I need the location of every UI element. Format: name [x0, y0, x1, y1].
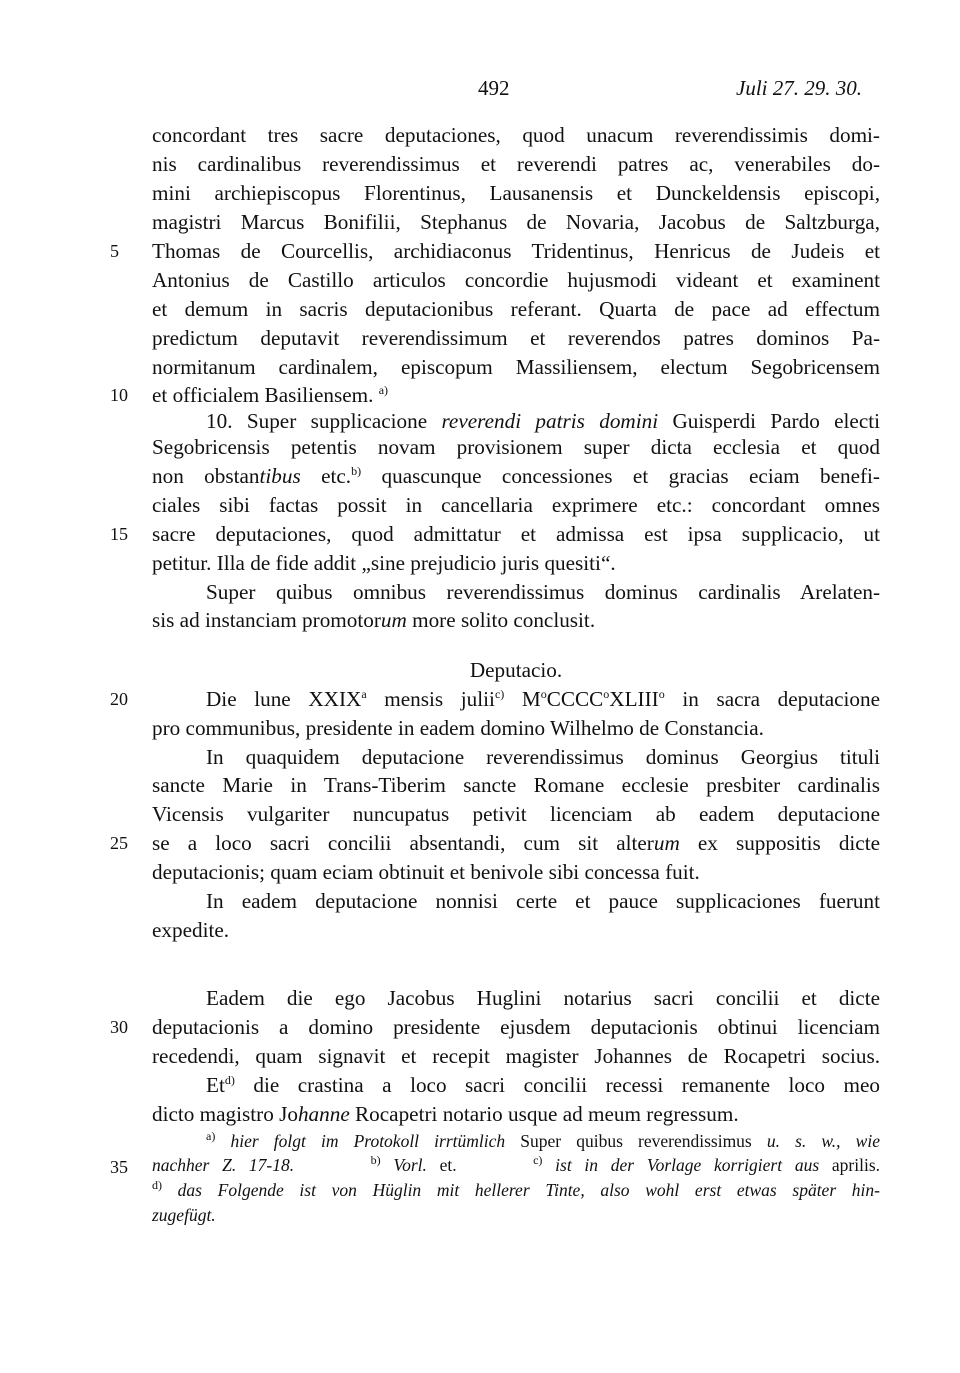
footnote-marker: b) — [370, 1153, 381, 1168]
section-heading: Deputacio. — [469, 658, 563, 682]
text-run: die crastina a loco sacri concilii recessi remanente loco meo — [234, 1073, 880, 1097]
footnote-ref-c: c) — [494, 686, 505, 701]
text-line: nis cardinalibus reverendissimus et reverendi patres ac, venerabiles do- — [152, 152, 880, 176]
text-run: mensis julii — [366, 687, 495, 711]
text-run: CCCC — [546, 687, 604, 711]
line-number-15: 15 — [110, 524, 128, 544]
text-line: deputacionis; quam eciam obtinuit et benivole sibi concessa fuit. — [152, 860, 700, 884]
italic-run: ist in der Vorlage korrigiert aus — [542, 1155, 820, 1175]
italic-run: Vorl. — [380, 1155, 427, 1175]
superscript: a — [361, 686, 367, 701]
text-line: In eadem deputacione nonnisi certe et pauce supplicaciones fuerunt — [206, 889, 880, 913]
italic-run: hanne — [297, 1102, 350, 1126]
line-number-25: 25 — [110, 833, 128, 853]
italic-run: hier folgt im Protokoll irrtümlich — [215, 1131, 506, 1151]
text-run: sis ad instanciam promotor — [152, 608, 381, 632]
superscript: o — [540, 686, 547, 701]
text-line: magistri Marcus Bonifilii, Stephanus de Novaria, Jacobus de Saltzburga, — [152, 210, 880, 234]
line-number-35: 35 — [110, 1157, 128, 1177]
text-run: more solito conclusit. — [406, 608, 596, 632]
superscript: o — [603, 686, 610, 701]
italic-run: reverendi patris domini — [441, 409, 659, 433]
text-line: Antonius de Castillo articulos concordie hujusmodi videant et examinent — [152, 268, 880, 292]
text-line: concordant tres sacre deputaciones, quod unacum reverendissimis domi- — [152, 123, 880, 147]
footnote-marker: a) — [206, 1129, 216, 1144]
text-line — [206, 1070, 880, 1100]
footnote-d-cont — [152, 1202, 880, 1228]
text-run: aprilis. — [819, 1155, 880, 1175]
text-line — [152, 828, 880, 858]
text-line: sacre deputaciones, quod admittatur et admissa est ipsa supplicacio, ut — [152, 522, 880, 546]
text-line: Vicensis vulgariter nuncupatus petivit licenciam ab eadem deputacione — [152, 802, 880, 826]
text-run: et. — [426, 1155, 457, 1175]
text-run: 10. Super supplicacione — [206, 409, 442, 433]
footnote-d — [152, 1177, 880, 1203]
text-line: ciales sibi factas possit in cancellaria exprimere etc.: concordant omnes — [152, 493, 880, 517]
italic-run: um — [380, 608, 407, 632]
line-number-20: 20 — [110, 689, 128, 709]
footnote-ref-a: a) — [378, 382, 389, 397]
italic-run: das Folgende ist von Hüglin mit hellerer Tinte, also wohl erst etwas später hin- — [162, 1180, 880, 1200]
footnote-marker: c) — [533, 1153, 543, 1168]
text-run: quascunque concessiones et gracias eciam benefi- — [361, 464, 880, 488]
text-run: Super quibus reverendissimus — [505, 1131, 767, 1151]
line-number-10: 10 — [110, 385, 128, 405]
text-line: Segobricensis petentis novam provisionem super dicta ecclesia et quod — [152, 435, 880, 459]
line-number-30: 30 — [110, 1017, 128, 1037]
superscript: o — [658, 686, 665, 701]
text-run: Die lune XXIX — [206, 687, 362, 711]
text-run: se a loco sacri concilii absentandi, cum sit alter — [152, 831, 654, 855]
page-number: 492 — [478, 76, 510, 100]
italic-run: u. s. w., wie — [766, 1131, 880, 1151]
text-line — [152, 605, 880, 635]
footnote-marker: d) — [152, 1178, 162, 1193]
text-run: XLIII — [609, 687, 659, 711]
line-number-5: 5 — [110, 241, 119, 261]
running-header-date: Juli 27. 29. 30. — [736, 76, 862, 100]
text-line — [152, 1099, 880, 1129]
text-line: pro communibus, presidente in eadem domino Wilhelmo de Constancia. — [152, 716, 764, 740]
text-line: expedite. — [152, 918, 230, 942]
text-line — [152, 461, 880, 491]
italic-run: nachher Z. 17-18. — [152, 1155, 295, 1175]
text-line: predictum deputavit reverendissimum et reverendos patres dominos Pa- — [152, 326, 880, 350]
text-line: deputacionis a domino presidente ejusdem deputacionis obtinui licenciam — [152, 1015, 880, 1039]
text-run: Guisperdi Pardo electi — [658, 409, 881, 433]
footnote-a — [206, 1128, 880, 1154]
text-line — [206, 684, 880, 714]
footnote-ref-b: b) — [351, 463, 362, 478]
footnote-b-c — [152, 1152, 880, 1178]
text-run: in sacra deputacione — [664, 687, 881, 711]
text-line: Super quibus omnibus reverendissimus dominus cardinalis Arelaten- — [206, 580, 880, 604]
footnote-ref-d: d) — [224, 1072, 235, 1087]
text-line: Thomas de Courcellis, archidiaconus Tridentinus, Henricus de Judeis et — [152, 239, 880, 263]
text-run: M — [504, 687, 541, 711]
text-line: recedendi, quam signavit et recepit magister Johannes de Rocapetri socius. — [152, 1044, 880, 1068]
text-run: Et — [206, 1073, 225, 1097]
text-run: et officialem Basiliensem. — [152, 383, 374, 407]
italic-run: zugefügt. — [152, 1205, 216, 1225]
text-line: et demum in sacris deputacionibus referant. Quarta de pace ad effectum — [152, 297, 880, 321]
italic-run: tibus — [259, 464, 301, 488]
text-run: dicto magistro Jo — [152, 1102, 298, 1126]
text-line: sancte Marie in Trans-Tiberim sancte Romane ecclesie presbiter cardinalis — [152, 773, 880, 797]
text-run: etc. — [300, 464, 352, 488]
text-line: petitur. Illa de fide addit „sine prejudicio juris quesiti“. — [152, 551, 616, 575]
text-line: normitanum cardinalem, episcopum Massiliensem, electum Segobricensem — [152, 355, 880, 379]
text-run: Rocapetri notario usque ad meum regressum. — [349, 1102, 739, 1126]
text-run: non obstan — [152, 464, 260, 488]
text-line: Eadem die ego Jacobus Huglini notarius sacri concilii et dicte — [206, 986, 880, 1010]
text-line: In quaquidem deputacione reverendissimus dominus Georgius tituli — [206, 745, 880, 769]
italic-run: um — [653, 831, 680, 855]
text-line: mini archiepiscopus Florentinus, Lausanensis et Dunckeldensis episcopi, — [152, 181, 880, 205]
text-run: ex suppositis dicte — [679, 831, 880, 855]
